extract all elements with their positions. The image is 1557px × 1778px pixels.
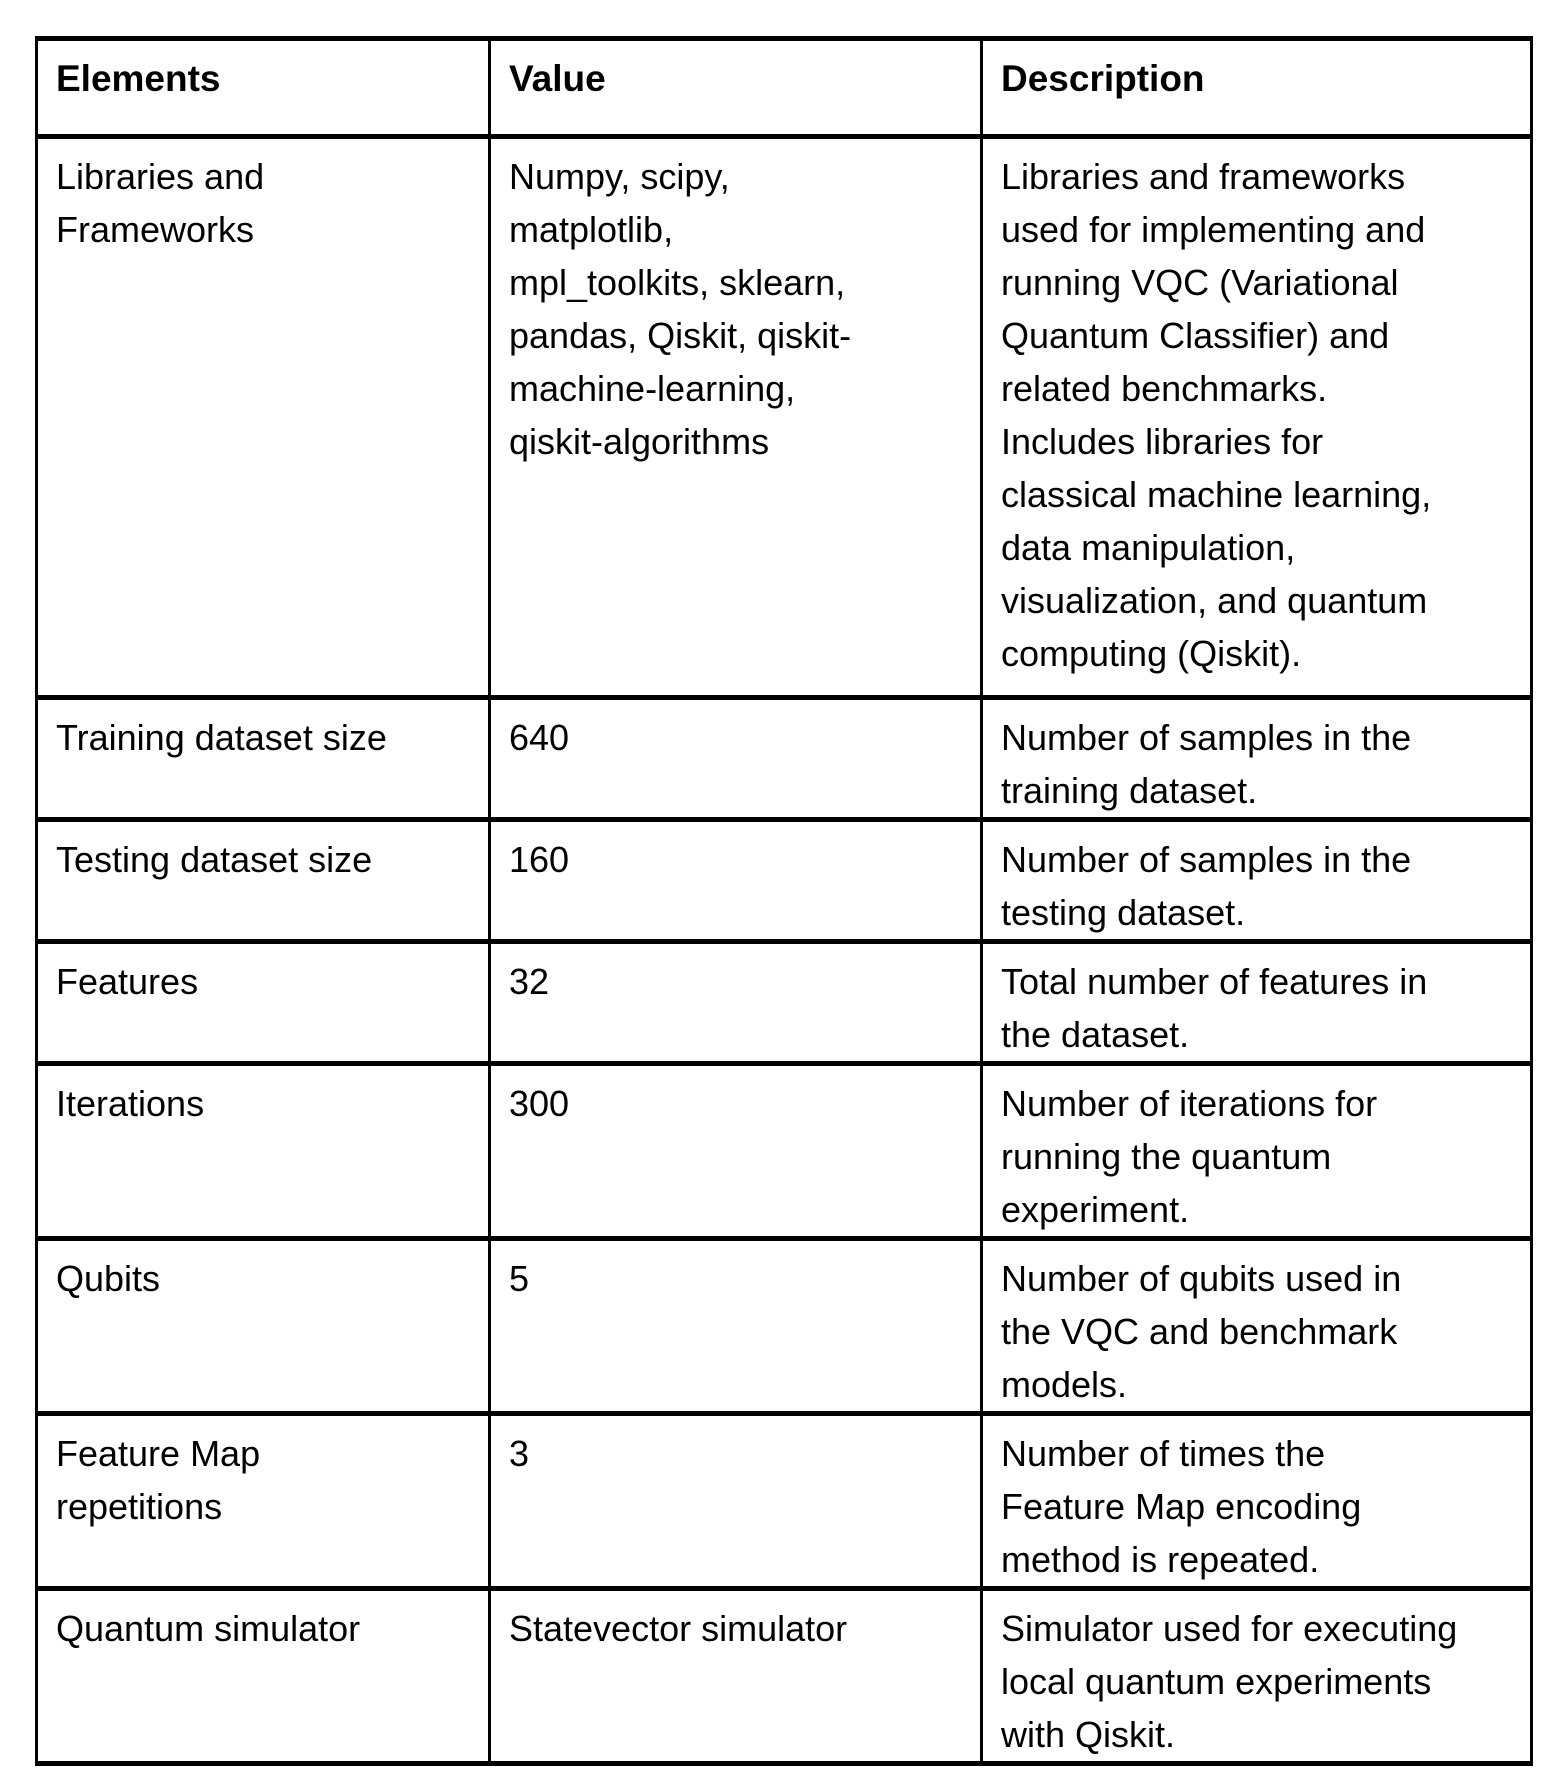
experiment-parameters-table (35, 36, 1533, 1766)
value-text: 160 (509, 839, 570, 880)
cell-value (490, 1589, 982, 1764)
cell-description (982, 1414, 1532, 1589)
description-text: Simulator used for executing local quantum experiments with Qiskit. (1001, 1608, 1458, 1755)
cell-element (37, 1239, 490, 1414)
cell-description (982, 1064, 1532, 1239)
table-row (37, 1414, 1532, 1589)
element-label: Features (56, 961, 199, 1002)
element-label: Quantum simulator (56, 1608, 361, 1649)
cell-element (37, 1064, 490, 1239)
cell-description (982, 1239, 1532, 1414)
table-row (37, 1589, 1532, 1764)
cell-description (982, 137, 1532, 698)
description-text: Libraries and frameworks used for implementing and running VQC (Variational Quantum Classifier) and related benchmarks. Includes libraries for classical machine learning, data manipulation, visualization, and quantum computing (Qiskit). (1001, 156, 1432, 674)
cell-value (490, 942, 982, 1064)
cell-description (982, 698, 1532, 820)
value-text: 640 (509, 717, 570, 758)
header-label-value: Value (509, 58, 606, 99)
cell-description (982, 1589, 1532, 1764)
description-text: Total number of features in the dataset. (1001, 961, 1428, 1055)
cell-element (37, 1589, 490, 1764)
value-text: 3 (509, 1433, 530, 1474)
table-row (37, 137, 1532, 698)
table-row (37, 942, 1532, 1064)
element-label: Iterations (56, 1083, 205, 1124)
element-label: Libraries and Frameworks (56, 156, 265, 250)
header-label-elements: Elements (56, 58, 221, 99)
cell-element (37, 1414, 490, 1589)
header-cell-value (490, 39, 982, 137)
header-label-description: Description (1001, 58, 1205, 99)
value-text: 32 (509, 961, 550, 1002)
element-label: Qubits (56, 1258, 161, 1299)
table-header-row (37, 39, 1532, 137)
value-text: Numpy, scipy, matplotlib, mpl_toolkits, sklearn, pandas, Qiskit, qiskit-machine-learning, qiskit-algorithms (509, 156, 852, 462)
header-cell-description (982, 39, 1532, 137)
value-text: Statevector simulator (509, 1608, 848, 1649)
cell-element (37, 942, 490, 1064)
value-text: 300 (509, 1083, 570, 1124)
description-text: Number of times the Feature Map encoding method is repeated. (1001, 1433, 1362, 1580)
element-label: Feature Map repetitions (56, 1433, 261, 1527)
value-text: 5 (509, 1258, 530, 1299)
table-row (37, 1064, 1532, 1239)
cell-value (490, 137, 982, 698)
description-text: Number of qubits used in the VQC and benchmark models. (1001, 1258, 1402, 1405)
cell-element (37, 698, 490, 820)
table-row (37, 1239, 1532, 1414)
table-row (37, 820, 1532, 942)
cell-value (490, 820, 982, 942)
table-row (37, 698, 1532, 820)
header-cell-elements (37, 39, 490, 137)
description-text: Number of samples in the testing dataset. (1001, 839, 1412, 933)
description-text: Number of iterations for running the quantum experiment. (1001, 1083, 1378, 1230)
cell-description (982, 820, 1532, 942)
element-label: Testing dataset size (56, 839, 373, 880)
description-text: Number of samples in the training dataset. (1001, 717, 1412, 811)
cell-element (37, 137, 490, 698)
cell-value (490, 1239, 982, 1414)
cell-description (982, 942, 1532, 1064)
cell-value (490, 1064, 982, 1239)
cell-value (490, 1414, 982, 1589)
cell-element (37, 820, 490, 942)
cell-value (490, 698, 982, 820)
element-label: Training dataset size (56, 717, 387, 758)
